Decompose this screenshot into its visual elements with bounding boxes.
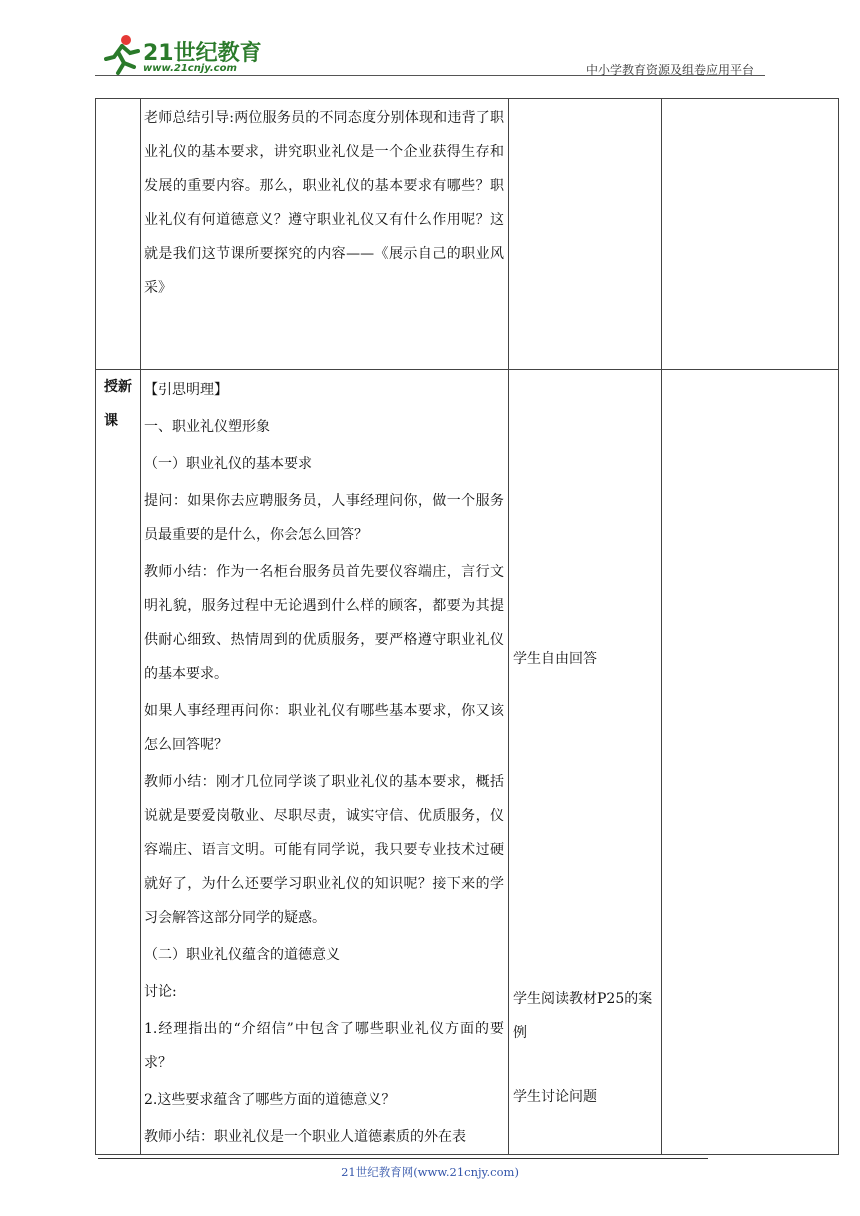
logo-brand: 21世纪教育 xyxy=(143,41,262,66)
site-logo[interactable] xyxy=(95,30,295,78)
lesson-plan-table xyxy=(95,98,839,1155)
paragraph: 一、职业礼仪塑形象 xyxy=(144,419,270,435)
section-label: 授新课 xyxy=(104,379,132,429)
footer-link[interactable]: 21世纪教育网(www.21cnjy.com) xyxy=(341,1165,519,1179)
paragraph: 教师小结：作为一名柜台服务员首先要仪容端庄，言行文明礼貌，服务过程中无论遇到什么样的顾客，都要为其提供耐心细致、热情周到的优质服务，要严格遵守职业礼仪的基本要求。 xyxy=(144,564,504,682)
student-note: 学生自由回答 xyxy=(513,651,597,667)
logo-site: www.21cnjy.com xyxy=(143,63,237,74)
header-divider xyxy=(95,75,765,76)
teacher-activity-cell xyxy=(141,370,509,1155)
teacher-summary-text: 老师总结引导:两位服务员的不同态度分别体现和违背了职业礼仪的基本要求，讲究职业礼仪是一个企业获得生存和发展的重要内容。那么，职业礼仪的基本要求有哪些？职业礼仪有何道德意义？遵守职业礼仪又有什么作用呢？这就是我们这节课所要探究的内容——《展示自己的职业风采》 xyxy=(144,110,504,296)
paragraph: 教师小结：职业礼仪是一个职业人道德素质的外在表 xyxy=(144,1129,466,1145)
teacher-activity-cell xyxy=(141,99,509,370)
paragraph: （一）职业礼仪的基本要求 xyxy=(144,456,312,472)
section-label-cell xyxy=(96,99,141,370)
student-note: 学生阅读教材P25的案例 xyxy=(513,991,653,1041)
student-activity-cell xyxy=(509,99,662,370)
page-header xyxy=(95,30,760,80)
paragraph: 1.经理指出的“介绍信”中包含了哪些职业礼仪方面的要求？ xyxy=(144,1021,504,1071)
paragraph: 如果人事经理再问你：职业礼仪有哪些基本要求，你又该怎么回答呢？ xyxy=(144,703,504,753)
platform-title: 中小学教育资源及组卷应用平台 xyxy=(585,63,754,77)
paragraph: 提问：如果你去应聘服务员，人事经理问你，做一个服务员最重要的是什么，你会怎么回答？ xyxy=(144,493,504,543)
paragraph: （二）职业礼仪蕴含的道德意义 xyxy=(144,947,340,963)
paragraph: 讨论: xyxy=(144,984,177,1000)
runner-icon xyxy=(100,33,142,75)
design-intent-cell xyxy=(662,99,839,370)
footer-divider xyxy=(98,1158,708,1159)
student-note: 学生讨论问题 xyxy=(513,1089,597,1105)
section-label-cell xyxy=(96,370,141,1155)
design-intent-cell xyxy=(662,370,839,1155)
paragraph: 2.这些要求蕴含了哪些方面的道德意义？ xyxy=(144,1092,396,1108)
paragraph: 教师小结：刚才几位同学谈了职业礼仪的基本要求，概括说就是要爱岗敬业、尽职尽责，诚实守信、优质服务，仪容端庄、语言文明。可能有同学说，我只要专业技术过硬就好了，为什么还要学习职业礼仪的知识呢？接下来的学习会解答这部分同学的疑惑。 xyxy=(144,774,504,926)
paragraph: 【引思明理】 xyxy=(144,382,228,398)
table-row xyxy=(96,370,839,1155)
student-activity-cell xyxy=(509,370,662,1155)
table-row xyxy=(96,99,839,370)
